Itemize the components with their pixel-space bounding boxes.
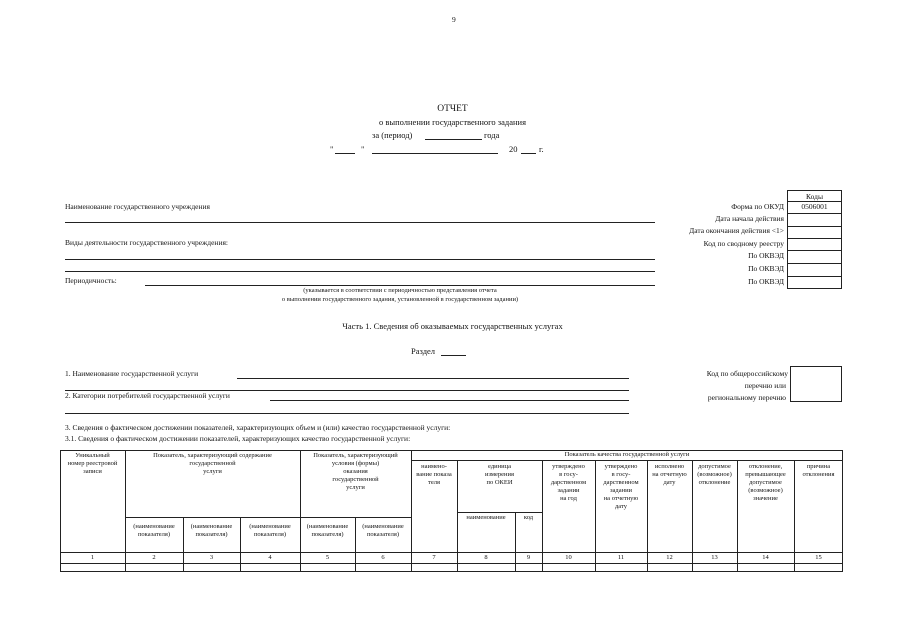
service-name-line[interactable] [237, 378, 629, 379]
registry-code-label-2: перечню или [744, 381, 786, 390]
document-subtitle: о выполнении государственного задания [378, 117, 527, 127]
year-prefix: 20 [509, 144, 518, 154]
header-content: Показатель, характеризующий содержание государственной услуги [153, 452, 272, 475]
part1-title: Часть 1. Сведения об оказываемых государственных услугах [342, 321, 563, 331]
date-quote-close: " [361, 144, 365, 154]
consumer-line-1[interactable] [270, 400, 629, 401]
codes-row-okved-1: По ОКВЭД [748, 251, 784, 260]
item31-heading: 3.1. Сведения о фактическом достижении показателей, характеризующих качество государственной услуги: [65, 434, 411, 443]
col-number-3: 3 [209, 554, 214, 561]
document-title: ОТЧЕТ [437, 104, 468, 114]
okud-code-value[interactable]: 0506001 [801, 202, 828, 211]
consumer-categories-label: 2. Категории потребителей государственной услуги [65, 391, 230, 400]
table-row[interactable] [60, 563, 843, 572]
col-number-9: 9 [526, 554, 531, 561]
activity-types-label: Виды деятельности государственного учреждения: [65, 238, 228, 247]
year-blank[interactable] [521, 153, 536, 154]
col-number-15: 15 [815, 554, 822, 561]
header-exceeding-deviation: отклонение, превышающее допустимое (возможное) значение [745, 463, 786, 502]
header-unit-name: наименование [466, 514, 506, 521]
header-unit: единица измерения по ОКЕИ [484, 463, 515, 486]
day-blank[interactable] [335, 153, 355, 154]
header-registry: Уникальный номер реестровой записи [67, 452, 118, 475]
service-name-label: 1. Наименование государственной услуги [65, 369, 199, 378]
page-number: 9 [452, 15, 456, 24]
col-number-14: 14 [762, 554, 769, 561]
year-suffix: г. [539, 144, 544, 154]
periodicity-label: Периодичность: [65, 276, 117, 285]
period-label: за (период) [372, 130, 413, 140]
activity-line-1[interactable] [65, 259, 655, 260]
subheader-indicator-1: (наименование показателя) [133, 523, 175, 538]
codes-row-okved-3: По ОКВЭД [748, 277, 784, 286]
col-number-1: 1 [90, 554, 95, 561]
col-number-6: 6 [381, 554, 385, 561]
header-indicator-name: наимено- вание показа теля [416, 463, 452, 486]
col-number-4: 4 [268, 554, 272, 561]
date-quote-open: " [330, 144, 334, 154]
registry-code-label-1: Код по общероссийскому [706, 369, 788, 378]
codes-row-okved-2: По ОКВЭД [748, 264, 784, 273]
header-deviation-reason: причина отклонения [802, 463, 835, 478]
activity-line-2[interactable] [65, 271, 655, 272]
header-unit-code: код [523, 514, 534, 521]
header-allowed-deviation: допустимое (возможное) отклонение [697, 463, 732, 486]
periodicity-line[interactable] [145, 285, 655, 286]
subheader-indicator-2: (наименование показателя) [190, 523, 233, 538]
codes-row-registry: Код по сводному реестру [703, 239, 784, 248]
subheader-indicator-4: (наименование показателя) [306, 523, 349, 538]
header-approved-year: утверждено в госу- дарственном задании на год [550, 463, 587, 502]
consumer-line-2[interactable] [65, 413, 629, 414]
periodicity-note-2: о выполнении государственного задания, установленной в государственном задании) [281, 296, 519, 303]
subheader-indicator-5: (наименование показателя) [362, 523, 404, 538]
col-number-13: 13 [711, 554, 718, 561]
section-label: Раздел [411, 346, 436, 356]
period-blank[interactable] [425, 139, 482, 140]
header-approved-date: утверждено в госу- дарственном задании на отчетную дату [603, 463, 639, 510]
periodicity-note-1: (указывается в соответствии с периодичностью представления отчета [303, 287, 497, 294]
period-suffix: года [484, 130, 500, 140]
registry-code-label-3: региональному перечню [707, 393, 786, 402]
subheader-indicator-3: (наименование показателя) [249, 523, 291, 538]
codes-header: Коды [805, 192, 824, 201]
col-number-10: 10 [565, 554, 572, 561]
institution-name-label: Наименование государственного учреждения [65, 202, 210, 211]
item3-heading: 3. Сведения о фактическом достижении показателей, характеризующих объем и (или) качество государственной услуги: [65, 423, 451, 432]
header-quality: Показатель качества государственной услуги [564, 451, 690, 458]
codes-row-okud: Форма по ОКУД [731, 202, 784, 211]
col-number-2: 2 [152, 554, 156, 561]
col-number-5: 5 [325, 554, 330, 561]
header-executed: исполнено на отчетную дату [652, 463, 687, 486]
section-blank[interactable] [441, 355, 466, 356]
col-number-12: 12 [666, 554, 673, 561]
registry-code-box[interactable] [790, 366, 842, 402]
col-number-8: 8 [484, 554, 488, 561]
codes-row-end-date: Дата окончания действия <1> [689, 226, 784, 235]
month-blank[interactable] [372, 153, 498, 154]
col-number-11: 11 [617, 554, 625, 561]
header-conditions: Показатель, характеризующий условия (формы) оказания государственной услуги [313, 452, 398, 491]
institution-name-line[interactable] [65, 222, 655, 223]
col-number-7: 7 [432, 554, 436, 561]
codes-row-start-date: Дата начала действия [715, 214, 784, 223]
